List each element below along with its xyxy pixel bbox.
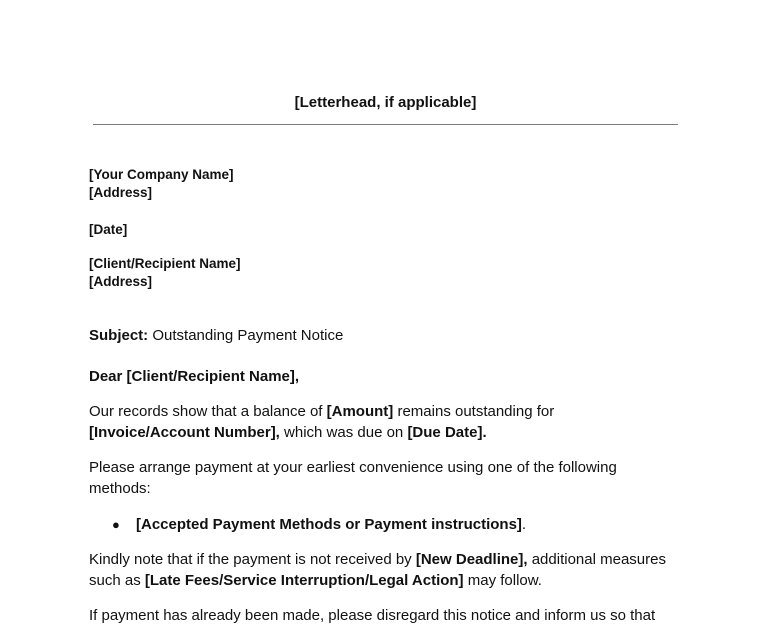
letterhead: [Letterhead, if applicable] — [294, 94, 477, 111]
bullet-item — [112, 514, 526, 535]
paragraph-text: Kindly note that if the payment is not received by — [89, 551, 416, 568]
bullet-end: . — [521, 516, 527, 533]
deadline-placeholder: [New Deadline], — [415, 551, 528, 568]
paragraph-text: such as — [89, 572, 145, 589]
measures-placeholder: [Late Fees/Service Interruption/Legal Action] — [144, 572, 464, 589]
recipient-address: [Address] — [89, 274, 153, 289]
amount-placeholder: [Amount] — [326, 403, 394, 420]
letter-date: [Date] — [89, 222, 128, 237]
subject-line — [89, 325, 689, 346]
sender-address: [Address] — [89, 185, 153, 200]
subject-label: Subject: — [89, 327, 149, 344]
salutation: Dear [Client/Recipient Name], — [89, 368, 300, 385]
paragraph-text: Please arrange payment at your earliest convenience using one of the following — [89, 459, 617, 476]
paragraph-text: may follow. — [463, 572, 542, 589]
invoice-placeholder: [Invoice/Account Number], — [89, 424, 280, 441]
paragraph-text: additional measures — [527, 551, 666, 568]
paragraph-balance — [89, 401, 689, 443]
letterhead-divider — [93, 124, 678, 125]
paragraph-methods — [89, 457, 689, 499]
paragraph-disregard: If payment has already been made, please disregard this notice and inform us so that — [89, 607, 656, 624]
payment-methods-placeholder: [Accepted Payment Methods or Payment instructions] — [136, 516, 522, 533]
subject-text: Outstanding Payment Notice — [152, 327, 344, 344]
paragraph-text: Our records show that a balance of — [89, 403, 327, 420]
due-date-placeholder: [Due Date]. — [407, 424, 487, 441]
paragraph-text: remains outstanding for — [393, 403, 555, 420]
paragraph-text: methods: — [89, 480, 151, 497]
sender-company: [Your Company Name] — [89, 167, 234, 182]
bullet-icon: ● — [112, 517, 120, 532]
recipient-name: [Client/Recipient Name] — [89, 256, 241, 271]
paragraph-text: which was due on — [279, 424, 408, 441]
paragraph-consequences — [89, 549, 689, 591]
